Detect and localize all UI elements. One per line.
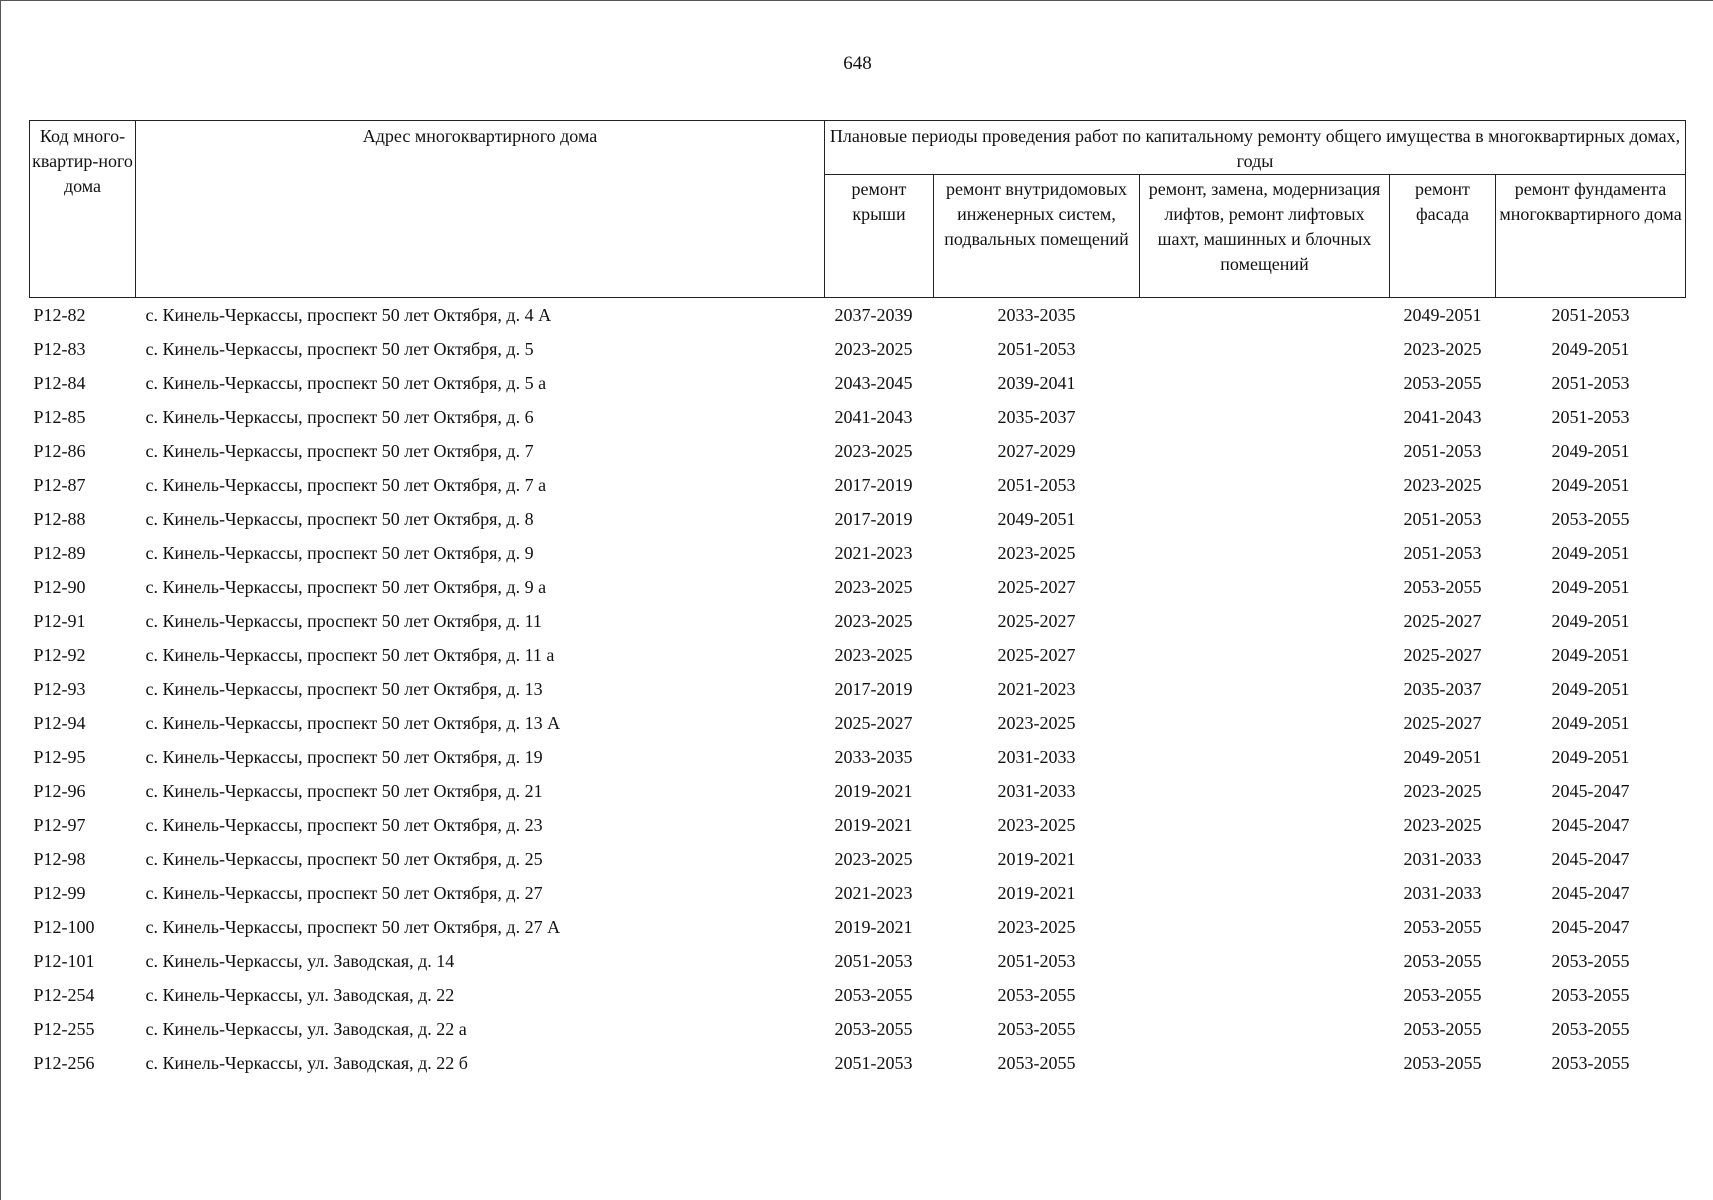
table-row [30, 910, 1686, 944]
cell-facade: 2051-2053 [1403, 440, 1482, 461]
cell-systems: 2051-2053 [997, 950, 1076, 971]
header-systems: ремонт внутридомовых инженерных систем, подвальных помещений [934, 175, 1140, 298]
cell-systems: 2053-2055 [997, 1052, 1076, 1073]
header-foundation: ремонт фундамента многоквартирного дома [1496, 175, 1686, 298]
cell-roof: 2023-2025 [834, 848, 913, 869]
cell-roof: 2019-2021 [834, 780, 913, 801]
cell-foundation: 2049-2051 [1551, 712, 1630, 733]
cell-facade: 2041-2043 [1403, 406, 1482, 427]
cell-elevators [1140, 502, 1390, 536]
cell-systems: 2051-2053 [997, 474, 1076, 495]
header-facade: ремонт фасада [1390, 175, 1496, 298]
table-row [30, 570, 1686, 604]
cell-elevators [1140, 332, 1390, 366]
cell-facade: 2053-2055 [1403, 1052, 1482, 1073]
cell-elevators [1140, 366, 1390, 400]
cell-systems: 2035-2037 [997, 406, 1076, 427]
cell-facade: 2053-2055 [1403, 984, 1482, 1005]
cell-facade: 2023-2025 [1403, 814, 1482, 835]
cell-elevators [1140, 298, 1390, 333]
cell-elevators [1140, 774, 1390, 808]
cell-elevators [1140, 1012, 1390, 1046]
cell-facade: 2053-2055 [1403, 372, 1482, 393]
cell-elevators [1140, 638, 1390, 672]
cell-code: Р12-87 [33, 474, 86, 495]
cell-facade: 2023-2025 [1403, 474, 1482, 495]
cell-systems: 2025-2027 [997, 576, 1076, 597]
cell-foundation: 2045-2047 [1551, 848, 1630, 869]
cell-foundation: 2049-2051 [1551, 610, 1630, 631]
table-row [30, 298, 1686, 333]
cell-roof: 2043-2045 [834, 372, 913, 393]
table-row [30, 774, 1686, 808]
cell-foundation: 2053-2055 [1551, 508, 1630, 529]
table-row [30, 536, 1686, 570]
cell-code: Р12-255 [33, 1018, 95, 1039]
cell-systems: 2039-2041 [997, 372, 1076, 393]
cell-code: Р12-91 [33, 610, 86, 631]
cell-facade: 2049-2051 [1403, 746, 1482, 767]
repair-schedule-table [29, 120, 1686, 1080]
cell-foundation: 2045-2047 [1551, 780, 1630, 801]
table-header [30, 121, 1686, 298]
cell-elevators [1140, 842, 1390, 876]
cell-roof: 2051-2053 [834, 1052, 913, 1073]
cell-address: с. Кинель-Черкассы, ул. Заводская, д. 22 а [145, 1018, 467, 1039]
cell-facade: 2023-2025 [1403, 338, 1482, 359]
table-row [30, 434, 1686, 468]
cell-elevators [1140, 978, 1390, 1012]
table-row [30, 366, 1686, 400]
cell-roof: 2023-2025 [834, 338, 913, 359]
cell-address: с. Кинель-Черкассы, проспект 50 лет Октября, д. 19 [145, 746, 543, 767]
cell-elevators [1140, 434, 1390, 468]
cell-roof: 2053-2055 [834, 984, 913, 1005]
cell-address: с. Кинель-Черкассы, проспект 50 лет Октября, д. 5 а [145, 372, 547, 393]
cell-foundation: 2053-2055 [1551, 1018, 1630, 1039]
cell-elevators [1140, 570, 1390, 604]
cell-code: Р12-83 [33, 338, 86, 359]
cell-code: Р12-94 [33, 712, 86, 733]
cell-roof: 2019-2021 [834, 814, 913, 835]
cell-facade: 2025-2027 [1403, 712, 1482, 733]
table-row [30, 400, 1686, 434]
cell-systems: 2019-2021 [997, 848, 1076, 869]
cell-roof: 2033-2035 [834, 746, 913, 767]
table-body [30, 298, 1686, 1081]
cell-roof: 2023-2025 [834, 576, 913, 597]
table-row [30, 944, 1686, 978]
cell-facade: 2053-2055 [1403, 916, 1482, 937]
cell-foundation: 2049-2051 [1551, 542, 1630, 563]
cell-address: с. Кинель-Черкассы, проспект 50 лет Октября, д. 9 а [145, 576, 547, 597]
cell-address: с. Кинель-Черкассы, проспект 50 лет Октября, д. 13 [145, 678, 543, 699]
cell-foundation: 2049-2051 [1551, 440, 1630, 461]
cell-address: с. Кинель-Черкассы, проспект 50 лет Октября, д. 4 А [145, 304, 552, 325]
cell-facade: 2025-2027 [1403, 610, 1482, 631]
cell-code: Р12-95 [33, 746, 86, 767]
cell-foundation: 2045-2047 [1551, 814, 1630, 835]
cell-elevators [1140, 536, 1390, 570]
cell-address: с. Кинель-Черкассы, ул. Заводская, д. 14 [145, 950, 455, 971]
cell-address: с. Кинель-Черкассы, проспект 50 лет Октября, д. 5 [145, 338, 534, 359]
cell-systems: 2027-2029 [997, 440, 1076, 461]
table-row [30, 672, 1686, 706]
table-row [30, 604, 1686, 638]
cell-elevators [1140, 944, 1390, 978]
cell-systems: 2021-2023 [997, 678, 1076, 699]
cell-foundation: 2053-2055 [1551, 1052, 1630, 1073]
cell-foundation: 2045-2047 [1551, 882, 1630, 903]
cell-address: с. Кинель-Черкассы, проспект 50 лет Октября, д. 8 [145, 508, 534, 529]
cell-systems: 2019-2021 [997, 882, 1076, 903]
cell-facade: 2023-2025 [1403, 780, 1482, 801]
table-row [30, 706, 1686, 740]
cell-address: с. Кинель-Черкассы, проспект 50 лет Октября, д. 23 [145, 814, 543, 835]
table-row [30, 842, 1686, 876]
cell-elevators [1140, 468, 1390, 502]
table-row [30, 1046, 1686, 1080]
cell-address: с. Кинель-Черкассы, проспект 50 лет Октября, д. 7 а [145, 474, 547, 495]
table-row [30, 502, 1686, 536]
cell-code: Р12-86 [33, 440, 86, 461]
cell-foundation: 2049-2051 [1551, 678, 1630, 699]
cell-address: с. Кинель-Черкассы, проспект 50 лет Октября, д. 27 А [145, 916, 561, 937]
cell-address: с. Кинель-Черкассы, ул. Заводская, д. 22 б [145, 1052, 468, 1073]
page-number: 648 [843, 53, 872, 74]
cell-elevators [1140, 876, 1390, 910]
cell-code: Р12-97 [33, 814, 86, 835]
cell-elevators [1140, 1046, 1390, 1080]
table-row [30, 740, 1686, 774]
cell-systems: 2025-2027 [997, 610, 1076, 631]
cell-elevators [1140, 740, 1390, 774]
cell-address: с. Кинель-Черкассы, проспект 50 лет Октября, д. 21 [145, 780, 543, 801]
table-row [30, 876, 1686, 910]
cell-code: Р12-254 [33, 984, 95, 1005]
cell-facade: 2031-2033 [1403, 882, 1482, 903]
cell-systems: 2023-2025 [997, 712, 1076, 733]
cell-foundation: 2051-2053 [1551, 304, 1630, 325]
cell-facade: 2049-2051 [1403, 304, 1482, 325]
cell-systems: 2033-2035 [997, 304, 1076, 325]
header-elevators: ремонт, замена, модернизация лифтов, ремонт лифтовых шахт, машинных и блочных помещений [1140, 175, 1390, 298]
header-code: Код много-квартир-ного дома [30, 121, 136, 298]
header-periods: Плановые периоды проведения работ по капитальному ремонту общего имущества в многоквартирных домах, годы [825, 121, 1686, 175]
cell-code: Р12-88 [33, 508, 86, 529]
cell-code: Р12-99 [33, 882, 86, 903]
cell-roof: 2017-2019 [834, 474, 913, 495]
cell-roof: 2037-2039 [834, 304, 913, 325]
table-row [30, 978, 1686, 1012]
cell-systems: 2025-2027 [997, 644, 1076, 665]
cell-foundation: 2053-2055 [1551, 984, 1630, 1005]
table-row [30, 1012, 1686, 1046]
cell-address: с. Кинель-Черкассы, проспект 50 лет Октября, д. 27 [145, 882, 543, 903]
cell-systems: 2023-2025 [997, 542, 1076, 563]
cell-facade: 2051-2053 [1403, 508, 1482, 529]
cell-roof: 2051-2053 [834, 950, 913, 971]
cell-facade: 2053-2055 [1403, 576, 1482, 597]
cell-foundation: 2049-2051 [1551, 338, 1630, 359]
cell-foundation: 2051-2053 [1551, 372, 1630, 393]
cell-elevators [1140, 672, 1390, 706]
cell-elevators [1140, 706, 1390, 740]
cell-code: Р12-90 [33, 576, 86, 597]
cell-systems: 2031-2033 [997, 746, 1076, 767]
cell-address: с. Кинель-Черкассы, проспект 50 лет Октября, д. 6 [145, 406, 534, 427]
cell-code: Р12-85 [33, 406, 86, 427]
cell-systems: 2031-2033 [997, 780, 1076, 801]
cell-foundation: 2049-2051 [1551, 474, 1630, 495]
cell-code: Р12-256 [33, 1052, 95, 1073]
cell-code: Р12-96 [33, 780, 86, 801]
cell-systems: 2053-2055 [997, 1018, 1076, 1039]
cell-foundation: 2053-2055 [1551, 950, 1630, 971]
cell-code: Р12-101 [33, 950, 95, 971]
cell-foundation: 2051-2053 [1551, 406, 1630, 427]
cell-address: с. Кинель-Черкассы, ул. Заводская, д. 22 [145, 984, 455, 1005]
cell-address: с. Кинель-Черкассы, проспект 50 лет Октября, д. 13 А [145, 712, 561, 733]
cell-roof: 2025-2027 [834, 712, 913, 733]
cell-facade: 2053-2055 [1403, 1018, 1482, 1039]
cell-roof: 2041-2043 [834, 406, 913, 427]
cell-facade: 2031-2033 [1403, 848, 1482, 869]
cell-systems: 2053-2055 [997, 984, 1076, 1005]
cell-facade: 2051-2053 [1403, 542, 1482, 563]
cell-facade: 2025-2027 [1403, 644, 1482, 665]
cell-roof: 2019-2021 [834, 916, 913, 937]
cell-address: с. Кинель-Черкассы, проспект 50 лет Октября, д. 7 [145, 440, 534, 461]
table-row [30, 468, 1686, 502]
table-row [30, 638, 1686, 672]
cell-foundation: 2049-2051 [1551, 576, 1630, 597]
table-row [30, 808, 1686, 842]
cell-address: с. Кинель-Черкассы, проспект 50 лет Октября, д. 11 а [145, 644, 555, 665]
cell-facade: 2053-2055 [1403, 950, 1482, 971]
header-address: Адрес многоквартирного дома [136, 121, 825, 298]
cell-roof: 2017-2019 [834, 678, 913, 699]
cell-systems: 2023-2025 [997, 916, 1076, 937]
cell-elevators [1140, 910, 1390, 944]
cell-roof: 2021-2023 [834, 542, 913, 563]
cell-roof: 2023-2025 [834, 644, 913, 665]
cell-foundation: 2049-2051 [1551, 746, 1630, 767]
cell-address: с. Кинель-Черкассы, проспект 50 лет Октября, д. 11 [145, 610, 542, 631]
cell-systems: 2051-2053 [997, 338, 1076, 359]
cell-foundation: 2049-2051 [1551, 644, 1630, 665]
cell-facade: 2035-2037 [1403, 678, 1482, 699]
cell-code: Р12-92 [33, 644, 86, 665]
cell-systems: 2023-2025 [997, 814, 1076, 835]
cell-elevators [1140, 400, 1390, 434]
cell-elevators [1140, 808, 1390, 842]
cell-code: Р12-89 [33, 542, 86, 563]
cell-roof: 2021-2023 [834, 882, 913, 903]
cell-code: Р12-82 [33, 304, 86, 325]
table-row [30, 332, 1686, 366]
cell-code: Р12-98 [33, 848, 86, 869]
cell-elevators [1140, 604, 1390, 638]
cell-code: Р12-93 [33, 678, 86, 699]
cell-roof: 2053-2055 [834, 1018, 913, 1039]
cell-address: с. Кинель-Черкассы, проспект 50 лет Октября, д. 25 [145, 848, 543, 869]
cell-roof: 2017-2019 [834, 508, 913, 529]
header-roof: ремонт крыши [825, 175, 934, 298]
cell-code: Р12-84 [33, 372, 86, 393]
cell-systems: 2049-2051 [997, 508, 1076, 529]
cell-roof: 2023-2025 [834, 440, 913, 461]
cell-roof: 2023-2025 [834, 610, 913, 631]
cell-foundation: 2045-2047 [1551, 916, 1630, 937]
cell-address: с. Кинель-Черкассы, проспект 50 лет Октября, д. 9 [145, 542, 534, 563]
cell-code: Р12-100 [33, 916, 95, 937]
